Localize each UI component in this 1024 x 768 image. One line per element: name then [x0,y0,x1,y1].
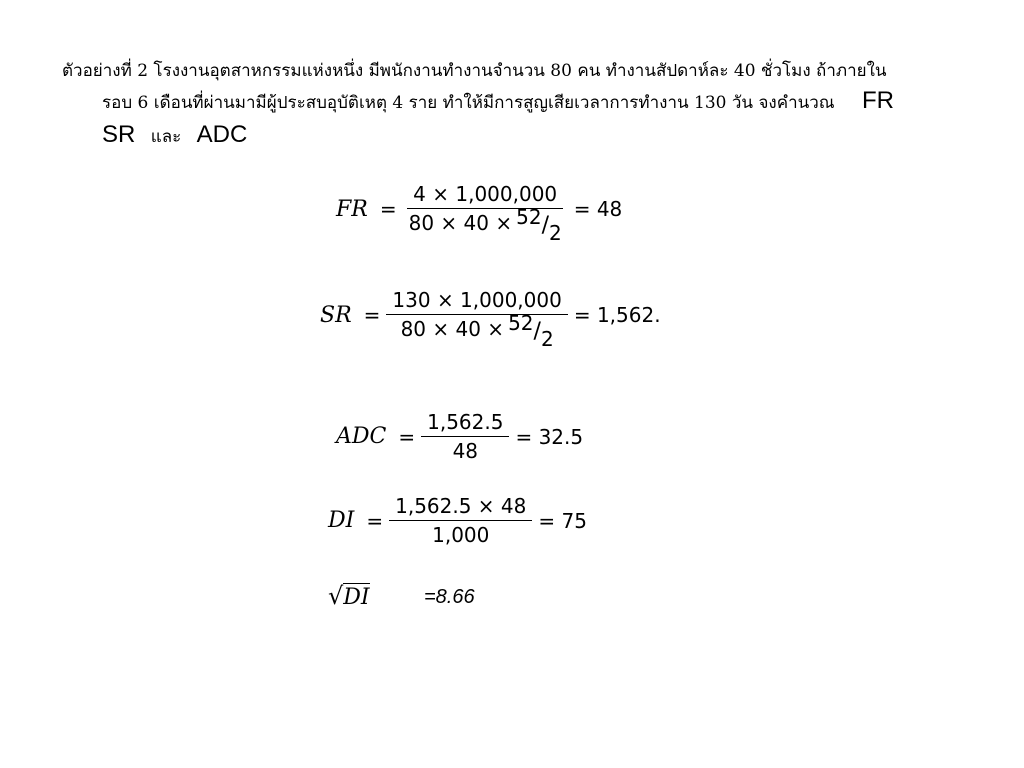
adc-numerator: 1,562.5 [421,410,509,437]
di-equation [328,494,593,547]
problem-adc-label: ADC [196,121,248,148]
fr-den-sub: 2 [548,221,562,245]
problem-line-2 [62,86,962,118]
sr-lhs: SR [320,302,352,328]
adc-equals: = [398,424,416,449]
problem-sr-label: SR [102,121,136,148]
problem-line-3 [62,118,962,154]
sqrt-di-expression [328,582,370,610]
problem-and-word: และ [150,127,182,147]
fr-lhs: FR [336,196,368,222]
di-lhs: DI [328,508,355,533]
sr-den-text: 80 × 40 × [400,317,505,341]
adc-fraction [421,410,509,463]
sr-den-slash: / [533,319,541,344]
di-fraction [389,494,532,547]
adc-lhs: ADC [336,424,387,449]
sr-equals: = [363,303,381,327]
fr-den-text: 80 × 40 × [408,211,513,235]
adc-result: = 32.5 [515,424,584,449]
fr-den-slash: / [541,213,549,238]
sr-fraction [386,288,567,351]
fr-denominator [403,205,568,245]
problem-statement [62,56,962,154]
di-denominator: 1,000 [432,523,490,547]
sr-den-sup: 52 [508,311,534,335]
di-result: = 75 [538,508,587,533]
sr-equation [320,288,667,351]
sr-numerator: 130 × 1,000,000 [386,288,567,315]
problem-fr-label: FR [861,87,894,114]
sr-result: = 1,562. [573,303,661,327]
problem-line-1: ตัวอย่างที่ 2 โรงงานอุตสาหกรรมแห่งหนึ่ง มีพนักงานทำงานจำนวน 80 คน ทำงานสัปดาห์ละ 40 ชั่วโมง ถ้าภายใน [62,61,887,81]
problem-line-2-text: รอบ 6 เดือนที่ผ่านมามีผู้ประสบอุบัติเหตุ 4 ราย ทำให้มีการสูญเสียเวลาการทำงาน 130 วัน จงคำนวณ [102,93,835,113]
sr-slash-fraction [508,311,554,351]
sr-den-sub: 2 [540,327,554,351]
fr-fraction [403,182,568,245]
adc-equation [336,410,589,463]
fr-slash-fraction [516,205,562,245]
fr-den-sup: 52 [516,205,542,229]
sqrt-di-result: =8.66 [424,586,475,608]
sr-denominator [395,311,560,351]
adc-denominator: 48 [452,439,479,463]
sqrt-icon: √ [328,582,344,610]
di-equals: = [366,508,384,533]
di-numerator: 1,562.5 × 48 [389,494,532,521]
fr-equation [336,182,628,245]
fr-equals: = [379,197,397,221]
fr-numerator: 4 × 1,000,000 [407,182,563,209]
fr-result: = 48 [573,197,623,221]
sqrt-di-argument: DI [343,585,370,610]
